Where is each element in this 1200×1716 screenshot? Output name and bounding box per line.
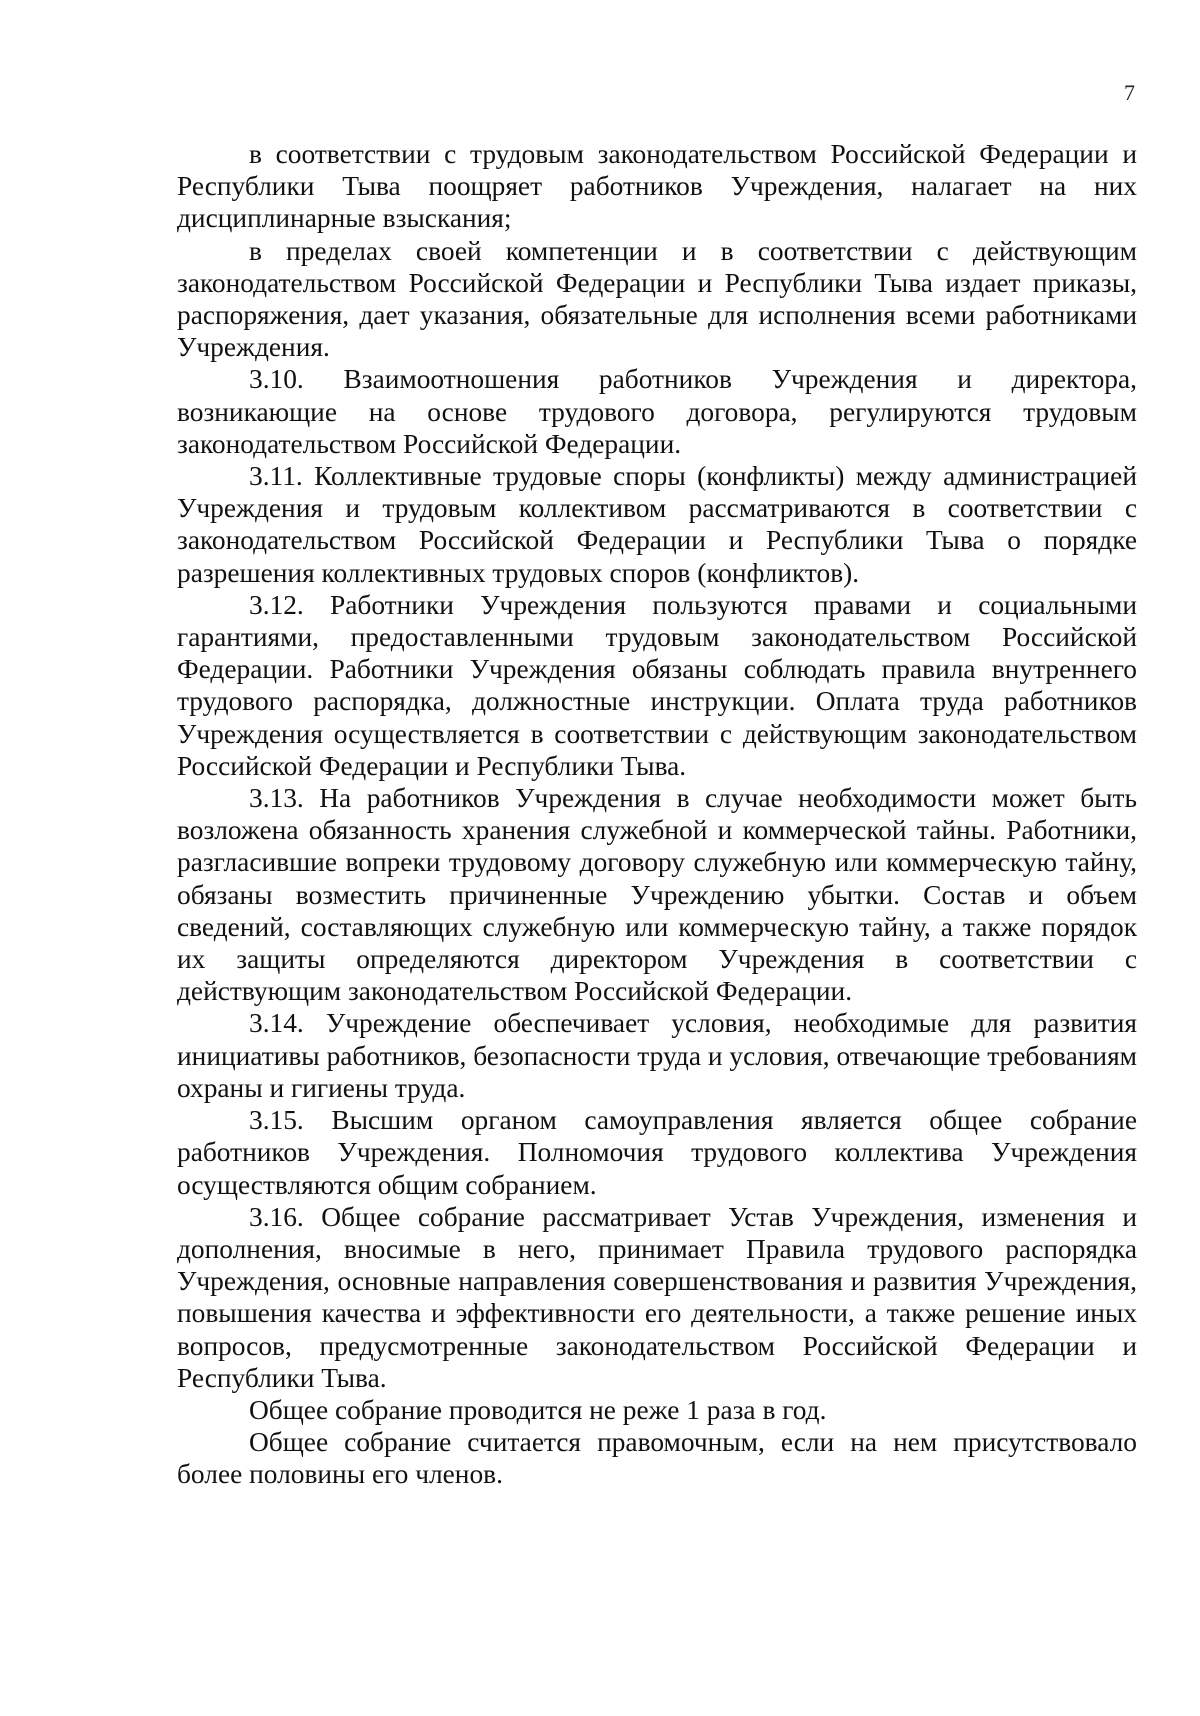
page-number: 7 bbox=[1124, 80, 1135, 105]
paragraph-3-16: 3.16. Общее собрание рассматривает Устав Учреждения, изменения и дополнения, вносимые в него, принимает Правила трудового распорядка Учреждения, основные направления совершенствования и развития Учреждения, повышения качества и эффективности его деятельности, а также решение иных вопросов, предусмотренные законодательством Российской Федерации и Республики Тыва. bbox=[177, 1201, 1137, 1393]
paragraph-director-orders: в пределах своей компетенции и в соответствии с действующим законодательством Российской Федерации и Республики Тыва издает приказы, распоряжения, дает указания, обязательные для исполнения всеми работниками Учреждения. bbox=[177, 235, 1137, 363]
paragraph-director-rights-incentives: в соответствии с трудовым законодательством Российской Федерации и Республики Тыва поощряет работников Учреждения, налагает на них дисциплинарные взыскания; bbox=[177, 139, 1137, 234]
paragraph-3-10: 3.10. Взаимоотношения работников Учреждения и директора, возникающие на основе трудового договора, регулируются трудовым законодательством Российской Федерации. bbox=[177, 364, 1137, 459]
paragraph-3-15: 3.15. Высшим органом самоуправления является общее собрание работников Учреждения. Полномочия трудового коллектива Учреждения осуществляются общим собранием. bbox=[177, 1105, 1137, 1200]
paragraph-meeting-frequency: Общее собрание проводится не реже 1 раза в год. bbox=[249, 1394, 827, 1425]
document-body bbox=[177, 138, 1137, 1491]
paragraph-meeting-quorum: Общее собрание считается правомочным, если на нем присутствовало более половины его членов. bbox=[177, 1427, 1137, 1490]
paragraph-3-14: 3.14. Учреждение обеспечивает условия, необходимые для развития инициативы работников, безопасности труда и условия, отвечающие требованиям охраны и гигиены труда. bbox=[177, 1008, 1137, 1103]
paragraph-3-11: 3.11. Коллективные трудовые споры (конфликты) между администрацией Учреждения и трудовым коллективом рассматриваются в соответствии с законодательством Российской Федерации и Республики Тыва о порядке разрешения коллективных трудовых споров (конфликтов). bbox=[177, 461, 1137, 588]
paragraph-3-13: 3.13. На работников Учреждения в случае необходимости может быть возложена обязанность хранения служебной и коммерческой тайны. Работники, разгласившие вопреки трудовому договору служебную или коммерческую тайну, обязаны возместить причиненные Учреждению убытки. Состав и объем сведений, составляющих служебную или коммерческую тайну, а также порядок их защиты определяются директором Учреждения в соответствии с действующим законодательством Российской Федерации. bbox=[177, 783, 1137, 1007]
paragraph-3-12: 3.12. Работники Учреждения пользуются правами и социальными гарантиями, предоставленными трудовым законодательством Российской Федерации. Работники Учреждения обязаны соблюдать правила внутреннего трудового распорядка, должностные инструкции. Оплата труда работников Учреждения осуществляется в соответствии с действующим законодательством Российской Федерации и Республики Тыва. bbox=[177, 589, 1137, 781]
